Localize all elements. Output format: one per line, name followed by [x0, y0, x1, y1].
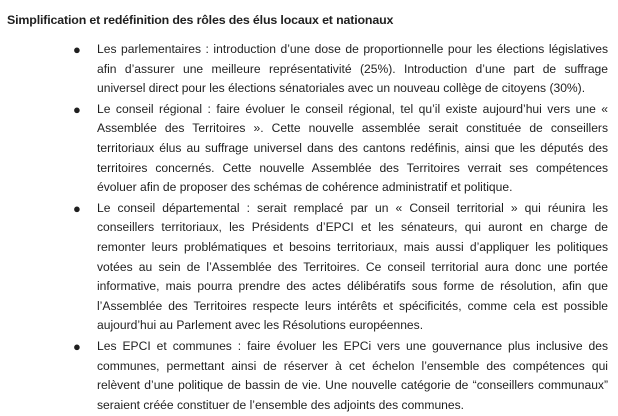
list-item-epci-communes: [0, 337, 618, 415]
item-label: Les parlementaires :: [97, 42, 209, 56]
list-item-conseil-departemental: [0, 199, 618, 336]
bullet-icon: ●: [73, 338, 81, 354]
bullet-icon: ●: [73, 200, 81, 216]
section-heading: Simplification et redéfinition des rôles des élus locaux et nationaux: [7, 13, 394, 27]
item-text: faire évoluer le conseil régional, tel qu’il existe aujourd’hui vers une « Assemblée des Territoires ». Cette nouvelle assemblée serait constituée de conseillers territoriaux élus au suffrage universel dans des cantons redéfinis, ainsi que les députés des territoires concernés. Cette nouvelle Assemblée des Territoires verrait ses compétences évoluer afin de proposer des schémas de cohérence administratif et politique.: [97, 101, 608, 195]
bullet-icon: ●: [73, 101, 81, 117]
bullet-list: [0, 40, 618, 416]
item-text: introduction d’une dose de proportionnelle pour les élections législatives afin d’assurer une meilleure représentativité (25%). Introduction d’une part de suffrage universel direct pour les élections sénatoriales avec un nouveau collège de citoyens (30%).: [97, 42, 608, 96]
item-text: faire évoluer les EPCi vers une gouvernance plus inclusive des communes, permettant ainsi de réserver à cet échelon l’ensemble des compétences qui relèvent d’une politique de bassin de vie. Une nouvelle catégorie de “conseillers communaux” seraient créée constituer de l’ensemble des adjoints des communes.: [97, 338, 608, 412]
item-label: Les EPCI et communes :: [97, 338, 242, 353]
item-label: Le conseil régional :: [97, 101, 211, 116]
item-text: serait remplacé par un « Conseil territorial » qui réunira les conseillers territoriaux, les Présidents d’EPCI et les sénateurs, qui auront en charge de remonter leurs problématiques et besoins territoriaux, mais aussi d’appliquer les politiques votées au sein de l’Assemblée des Territoires. Ce conseil territorial aura donc une portée informative, mais pourra prendre des actes délibératifs sous forme de résolution, afin que l’Assemblée des Territoires respecte leurs intérêts et spécificités, comme cela est possible aujourd’hui au Parlement avec les Résolutions européennes.: [97, 200, 608, 333]
bullet-icon: ●: [73, 42, 81, 57]
item-label: Le conseil départemental :: [97, 200, 250, 215]
list-item-parlementaires: [0, 40, 618, 99]
list-item-conseil-regional: [0, 100, 618, 198]
